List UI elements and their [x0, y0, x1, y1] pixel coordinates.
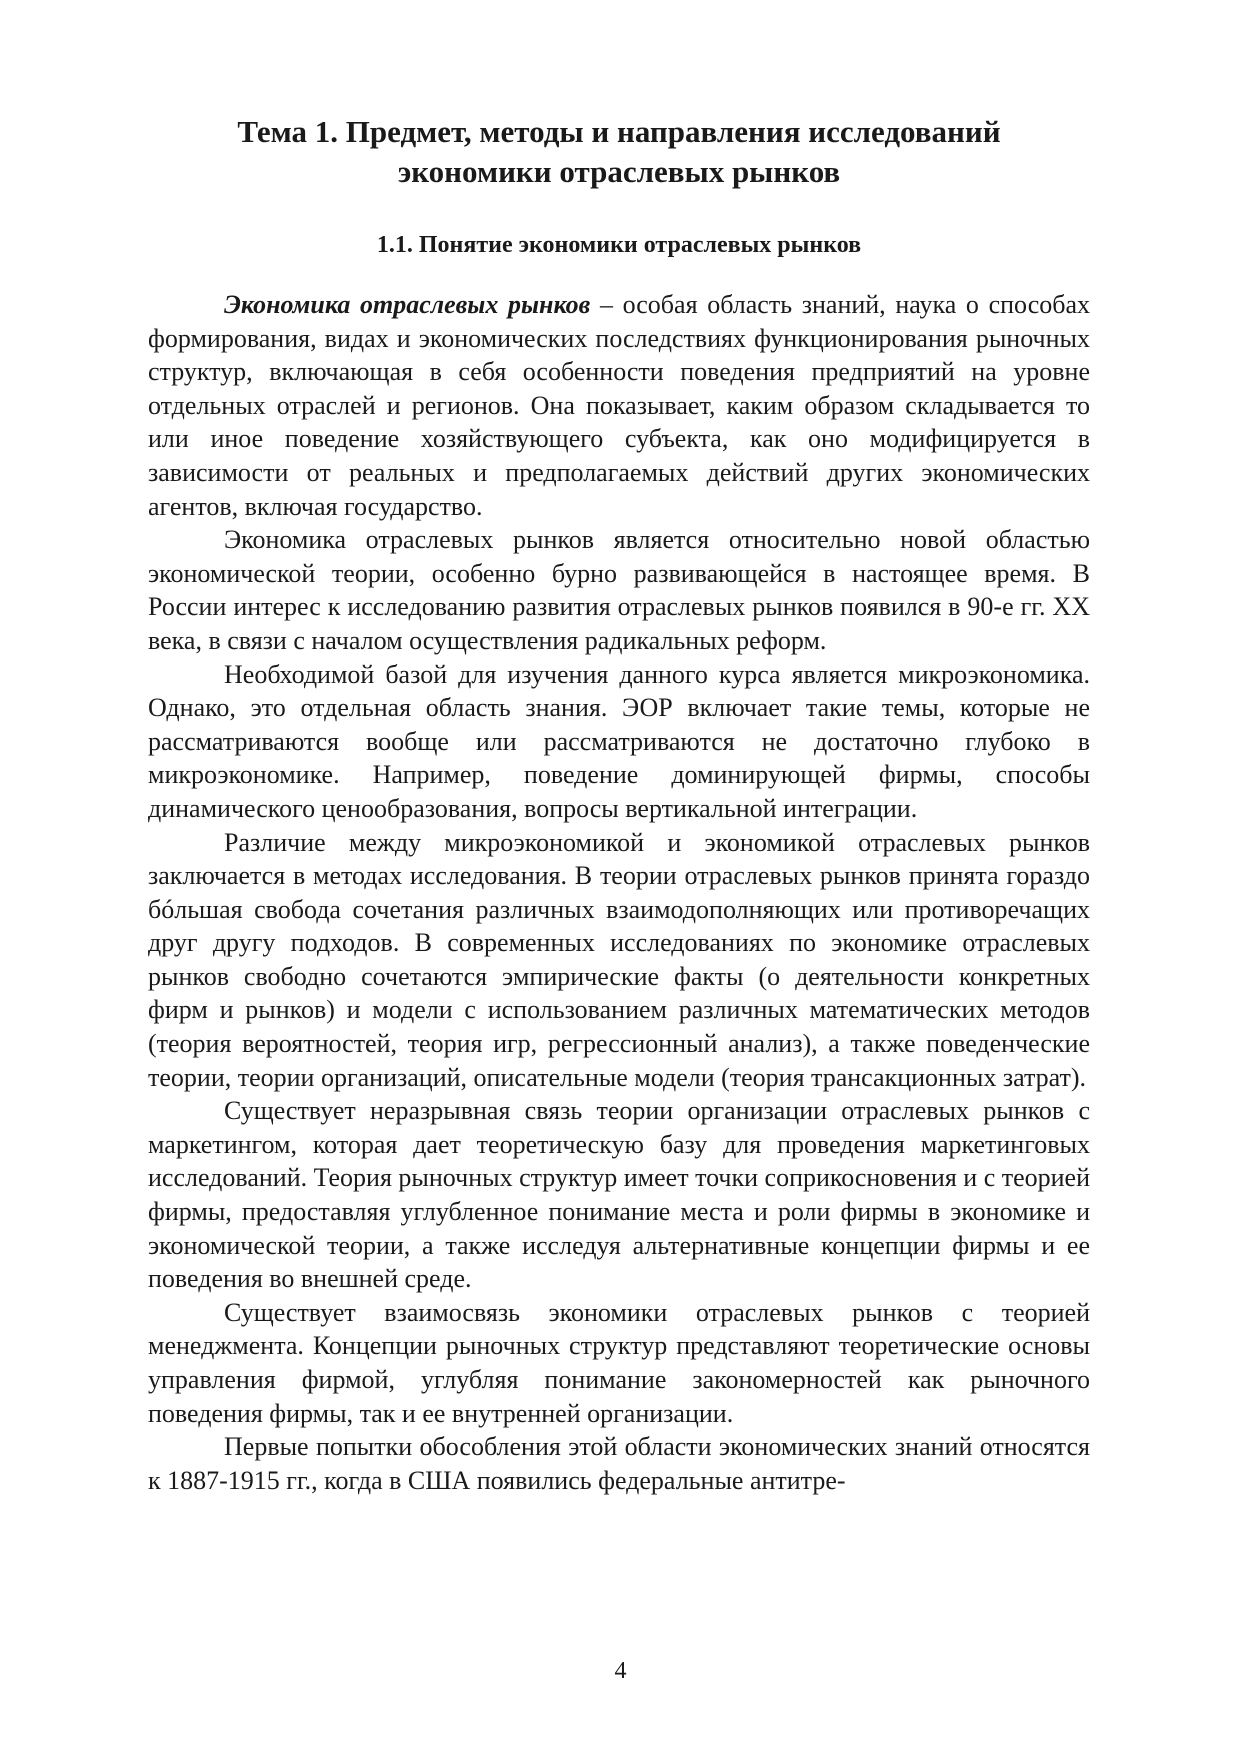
chapter-title [148, 112, 1090, 192]
paragraph-2: Экономика отраслевых рынков является относительно новой областью экономической теории, особенно бурно развивающейся в настоящее время. В России интерес к исследованию развития отраслевых рынков появился в 90-е гг. XX века, в связи с началом осуществления радикальных реформ. [148, 525, 1090, 655]
defined-term: Экономика отраслевых рынков [224, 290, 591, 319]
paragraph-1-text: – особая область знаний, наука о способах формирования, видах и экономических последствиях функционирования рыночных структур, включающая в себя особенности поведения предприятий на уровне отдельных отраслей и регионов. Она показывает, каким образом складывается то или иное поведение хозяйствующего субъекта, как оно модифицируется в зависимости от реальных и предполагаемых действий других экономических агентов, включая государство. [148, 290, 1091, 521]
paragraph-1 [148, 288, 1090, 523]
chapter-title-line-1: Тема 1. Предмет, методы и направления исследований [237, 114, 1001, 149]
page-number: 4 [614, 1658, 627, 1684]
paragraph-4: Различие между микроэкономикой и экономикой отраслевых рынков заключается в методах исследования. В теории отраслевых рынков принята гораздо бóльшая свобода сочетания различных взаимодополняющих или противоречащих друг другу подходов. В современных исследованиях по экономике отраслевых рынков свободно сочетаются эмпирические факты (о деятельности конкретных фирм и рынков) и модели с использованием различных математических методов (теория вероятностей, теория игр, регрессионный анализ), а также поведенческие теории, теории организаций, описательные модели (теория трансакционных затрат). [148, 827, 1090, 1092]
chapter-title-line-2: экономики отраслевых рынков [397, 154, 841, 189]
paragraph-3: Необходимой базой для изучения данного курса является микроэкономика. Однако, это отдельная область знания. ЭОР включает такие темы, которые не рассматриваются вообще или рассматриваются не достаточно глубоко в микроэкономике. Например, поведение доминирующей фирмы, способы динамического ценообразования, вопросы вертикальной интеграции. [148, 659, 1090, 823]
paragraph-6: Существует взаимосвязь экономики отраслевых рынков с теорией менеджмента. Концепции рыночных структур представляют теоретические основы управления фирмой, углубляя понимание закономерностей как рыночного поведения фирмы, так и ее внутренней организации. [148, 1297, 1090, 1428]
section-title: 1.1. Понятие экономики отраслевых рынков [376, 232, 862, 258]
page-content [148, 112, 1090, 1497]
paragraph-5: Существует неразрывная связь теории организации отраслевых рынков с маркетингом, которая дает теоретическую базу для проведения маркетинговых исследований. Теория рыночных структур имеет точки соприкосновения и с теорией фирмы, предоставляя углубленное понимание места и роли фирмы в экономике и экономической теории, а также исследуя альтернативные концепции фирмы и ее поведения во внешней среде. [148, 1096, 1091, 1294]
paragraph-7: Первые попытки обособления этой области экономических знаний относятся к 1887-1915 гг., когда в США появились федеральные антитре- [148, 1432, 1090, 1495]
